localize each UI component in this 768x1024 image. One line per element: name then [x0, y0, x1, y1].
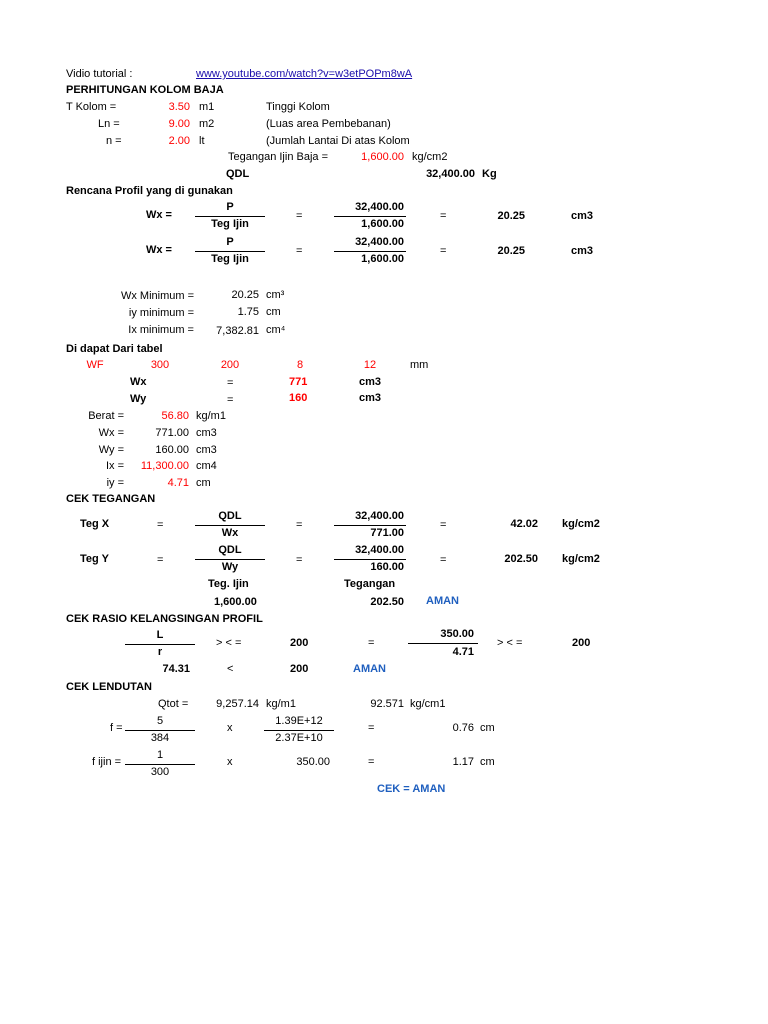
fraction-numerator: 5: [156, 715, 164, 727]
fraction-denominator: 1,600.00: [361, 253, 404, 265]
ix-unit: cm4: [196, 460, 217, 472]
wx-unit: cm3: [196, 427, 217, 439]
fraction-numerator: 350.00: [440, 628, 474, 640]
wy-label: Wy =: [98, 444, 124, 456]
tutorial-label: Vidio tutorial :: [66, 68, 133, 80]
ix-min-value: 7,382.81: [216, 325, 259, 337]
equals-sign: =: [368, 722, 375, 734]
t-kolom-desc: Tinggi Kolom: [266, 101, 330, 113]
profile-unit: mm: [410, 359, 429, 371]
fraction-bar: [125, 644, 195, 645]
fraction-bar: [195, 251, 265, 252]
teg-y-label: Teg Y: [80, 553, 109, 565]
compare-sign: > < =: [497, 637, 523, 649]
iy-min-unit: cm: [266, 306, 281, 318]
f-result: 0.76: [452, 722, 474, 734]
ix-min-unit: cm⁴: [266, 324, 286, 336]
fraction-bar: [125, 764, 195, 765]
tegangan-header: Tegangan: [344, 578, 396, 590]
f-unit: cm: [480, 722, 495, 734]
qtot-unit-2: kg/cm1: [410, 698, 446, 710]
rencana-title: Rencana Profil yang di gunakan: [66, 185, 233, 197]
equals-sign: =: [440, 210, 447, 222]
teg-x-label: Teg X: [80, 518, 110, 530]
equals-sign: =: [440, 519, 447, 531]
rasio-limit: 200: [290, 663, 309, 675]
fraction-bar: [195, 525, 265, 526]
berat-value: 56.80: [161, 410, 189, 422]
fraction-denominator: 1,600.00: [361, 218, 404, 230]
wx-min-label: Wx Minimum =: [120, 290, 194, 302]
teg-x-result: 42.02: [510, 518, 538, 530]
profile-tf: 12: [363, 359, 377, 371]
rasio-status: AMAN: [353, 663, 386, 675]
equals-sign: =: [368, 637, 375, 649]
wx-min-unit: cm³: [266, 289, 285, 301]
wx-min-value: 20.25: [231, 289, 259, 301]
n-desc: (Jumlah Lantai Di atas Kolom: [266, 135, 410, 147]
teg-ijin-header: Teg. Ijin: [208, 578, 249, 590]
ln-label: Ln =: [98, 118, 120, 130]
equals-sign: =: [440, 554, 447, 566]
tegangan-result: 202.50: [370, 596, 404, 608]
tabel-wx-label: Wx: [130, 376, 147, 388]
f-ijin-label: f ijin =: [92, 756, 122, 768]
t-kolom-unit: m1: [199, 101, 215, 113]
wx-value: 771.00: [155, 427, 189, 439]
qdl-unit: Kg: [482, 168, 497, 180]
profile-type: WF: [86, 359, 104, 371]
fraction-denominator: r: [157, 646, 163, 658]
fraction-denominator: 2.37E+10: [275, 732, 323, 744]
ix-value: 11,300.00: [140, 460, 189, 472]
fraction-denominator: Wy: [221, 561, 239, 573]
equals-sign: =: [368, 756, 375, 768]
ln-value: 9.00: [168, 118, 190, 130]
fraction-numerator: L: [156, 629, 164, 641]
result-value: 20.25: [497, 245, 525, 257]
f-label: f =: [110, 722, 123, 734]
rasio-result: 74.31: [162, 663, 190, 675]
fraction-bar: [125, 730, 195, 731]
cek-lendutan-title: CEK LENDUTAN: [66, 681, 152, 693]
compare-sign: > < =: [216, 637, 242, 649]
tegangan-status: AMAN: [426, 595, 459, 607]
fraction-bar: [408, 643, 478, 644]
tabel-wx-unit: cm3: [359, 376, 382, 388]
lendutan-status: CEK = AMAN: [377, 783, 446, 795]
profile-b: 200: [220, 359, 240, 371]
f-ijin-length: 350.00: [296, 756, 330, 768]
equals-sign: =: [296, 554, 303, 566]
teg-y-unit: kg/cm2: [562, 553, 600, 565]
fraction-denominator: Teg Ijin: [211, 218, 249, 230]
iy-value: 4.71: [167, 477, 189, 489]
fraction-numerator: 32,400.00: [355, 236, 404, 248]
equals-sign: =: [157, 519, 164, 531]
fraction-bar: [195, 216, 265, 217]
fraction-denominator: 771.00: [370, 527, 404, 539]
n-unit: lt: [199, 135, 205, 147]
equals-sign: =: [227, 394, 234, 406]
tabel-wx-value: 771: [289, 376, 308, 388]
n-value: 2.00: [168, 135, 190, 147]
qtot-value-2: 92.571: [370, 698, 404, 710]
ln-unit: m2: [199, 118, 215, 130]
equals-sign: =: [296, 519, 303, 531]
ix-min-label: Ix minimum =: [128, 324, 194, 336]
page-title: PERHITUNGAN KOLOM BAJA: [66, 84, 224, 96]
qtot-unit: kg/m1: [266, 698, 296, 710]
multiply-sign: x: [227, 722, 233, 734]
profile-h: 300: [150, 359, 170, 371]
fraction-numerator: P: [226, 201, 234, 213]
tabel-wy-label: Wy: [130, 393, 147, 405]
tabel-title: Di dapat Dari tabel: [66, 343, 163, 355]
cek-tegangan-title: CEK TEGANGAN: [66, 493, 156, 505]
teg-x-unit: kg/cm2: [562, 518, 600, 530]
multiply-sign: x: [227, 756, 233, 768]
qdl-value: 32,400.00: [426, 168, 475, 180]
equals-sign: =: [296, 245, 303, 257]
fraction-bar: [334, 216, 406, 217]
fraction-numerator: QDL: [218, 544, 242, 556]
iy-min-value: 1.75: [237, 306, 259, 318]
teg-ijin-result: 1,600.00: [214, 596, 257, 608]
tabel-wy-value: 160: [289, 392, 308, 404]
equals-sign: =: [296, 210, 303, 222]
ix-label: Ix =: [105, 460, 124, 472]
fraction-denominator: Wx: [221, 527, 239, 539]
wx-label: Wx =: [98, 427, 124, 439]
fraction-numerator: 32,400.00: [355, 544, 404, 556]
f-ijin-result: 1.17: [452, 756, 474, 768]
tabel-wy-unit: cm3: [359, 392, 382, 404]
teg-ijin-value: 1,600.00: [361, 151, 404, 163]
fraction-bar: [195, 559, 265, 560]
less-than-sign: <: [227, 663, 234, 675]
f-ijin-unit: cm: [480, 756, 495, 768]
qtot-label: Qtot =: [158, 698, 189, 710]
iy-min-label: iy minimum =: [128, 307, 194, 319]
teg-ijin-unit: kg/cm2: [412, 151, 448, 163]
wy-unit: cm3: [196, 444, 217, 456]
wy-value: 160.00: [155, 444, 189, 456]
fraction-denominator: 4.71: [452, 646, 474, 658]
cek-rasio-title: CEK RASIO KELANGSINGAN PROFIL: [66, 613, 263, 625]
rasio-limit: 200: [572, 637, 591, 649]
fraction-denominator: Teg Ijin: [211, 253, 249, 265]
t-kolom-value: 3.50: [168, 101, 190, 113]
profile-tw: 8: [296, 359, 304, 371]
qdl-label: QDL: [226, 168, 250, 180]
fraction-bar: [334, 251, 406, 252]
berat-label: Berat =: [88, 410, 124, 422]
fraction-numerator: QDL: [218, 510, 242, 522]
equals-sign: =: [227, 377, 234, 389]
teg-y-result: 202.50: [504, 553, 538, 565]
fraction-numerator: P: [226, 236, 234, 248]
fraction-bar: [264, 730, 334, 731]
fraction-bar: [334, 525, 406, 526]
teg-ijin-label: Tegangan Ijin Baja =: [228, 151, 328, 163]
rencana-lhs: Wx =: [146, 209, 172, 221]
result-unit: cm3: [571, 245, 594, 257]
iy-label: iy =: [106, 477, 124, 489]
result-value: 20.25: [497, 210, 525, 222]
fraction-bar: [334, 559, 406, 560]
equals-sign: =: [440, 245, 447, 257]
result-unit: cm3: [571, 210, 594, 222]
fraction-denominator: 384: [150, 732, 170, 744]
n-label: n =: [106, 135, 122, 147]
equals-sign: =: [157, 554, 164, 566]
fraction-numerator: 1: [156, 749, 164, 761]
iy-unit: cm: [196, 477, 211, 489]
tutorial-link[interactable]: www.youtube.com/watch?v=w3etPOPm8wA: [196, 68, 413, 80]
fraction-denominator: 160.00: [370, 561, 404, 573]
qtot-value: 9,257.14: [216, 698, 259, 710]
fraction-numerator: 32,400.00: [355, 201, 404, 213]
rencana-lhs: Wx =: [146, 244, 172, 256]
rasio-limit: 200: [290, 637, 309, 649]
t-kolom-label: T Kolom =: [66, 101, 117, 113]
fraction-numerator: 32,400.00: [355, 510, 404, 522]
fraction-numerator: 1.39E+12: [275, 715, 323, 727]
fraction-denominator: 300: [150, 766, 170, 778]
ln-desc: (Luas area Pembebanan): [266, 118, 391, 130]
berat-unit: kg/m1: [196, 410, 226, 422]
